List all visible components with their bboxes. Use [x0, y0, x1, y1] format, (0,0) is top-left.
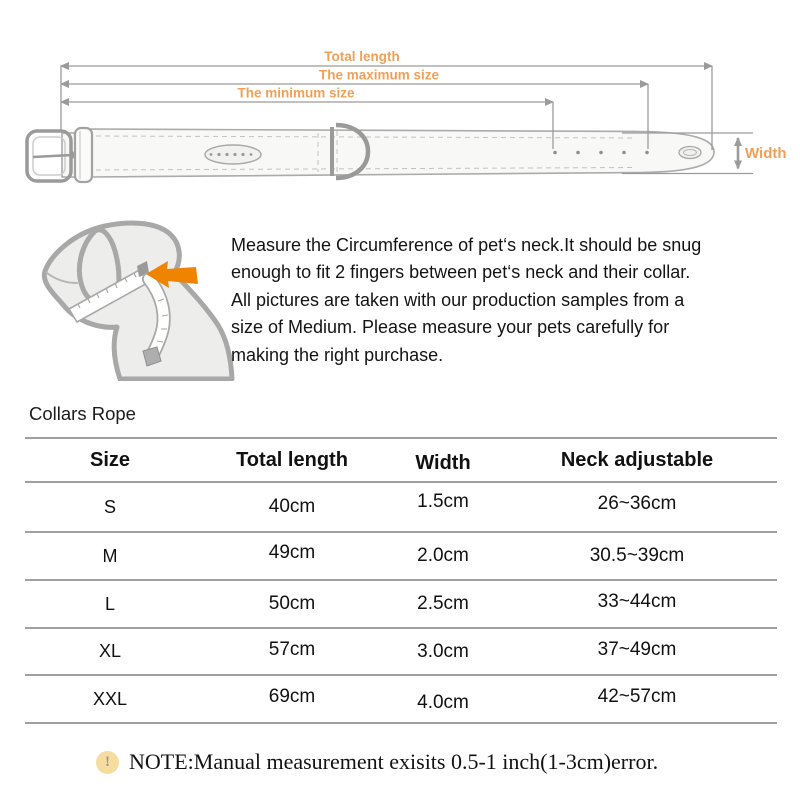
size-table	[25, 437, 777, 724]
width-label: Width	[745, 145, 787, 162]
instruction-line: making the right purchase.	[231, 344, 444, 365]
cell-total-length: 40cm	[268, 496, 316, 517]
cell-width: 2.5cm	[417, 593, 469, 614]
note-text: NOTE:Manual measurement exisits 0.5-1 inch(1-3cm)error.	[129, 749, 659, 774]
table-row	[25, 483, 777, 533]
keeper-loop	[75, 128, 92, 182]
cell-width: 1.5cm	[417, 491, 469, 512]
maximum-size-label: The maximum size	[318, 67, 440, 83]
cell-width: 2.0cm	[417, 545, 469, 566]
dog-head	[44, 223, 232, 379]
collar-measurement-diagram	[0, 0, 800, 212]
instruction-line: All pictures are taken with our production samples from a	[231, 289, 685, 310]
brand-plate	[205, 145, 261, 164]
cell-width: 3.0cm	[417, 640, 469, 662]
dog-illustration	[25, 211, 240, 381]
note	[96, 749, 658, 775]
header-size: Size	[89, 448, 131, 471]
cell-total-length: 57cm	[268, 638, 316, 660]
minimum-size-label: The minimum size	[237, 85, 355, 101]
table-row	[25, 629, 777, 676]
cell-width: 4.0cm	[417, 692, 469, 713]
cell-size: XL	[98, 641, 122, 661]
cell-total-length: 49cm	[268, 542, 316, 563]
instruction-line: Measure the Circumference of pet‘s neck.It should be snug	[231, 235, 702, 255]
cell-neck: 26~36cm	[597, 493, 677, 514]
cell-size: M	[102, 545, 118, 566]
table-row	[25, 533, 777, 581]
table-title: Collars Rope	[29, 403, 136, 424]
cell-neck: 30.5~39cm	[589, 545, 685, 566]
header-width: Width	[415, 451, 471, 474]
cell-size: S	[103, 496, 116, 517]
cell-size: L	[104, 593, 115, 614]
collar-illustration	[27, 125, 714, 182]
total-length-label: Total length	[324, 49, 400, 64]
table-row	[25, 676, 777, 724]
cell-neck: 42~57cm	[597, 686, 677, 707]
header-total-length: Total length	[236, 448, 348, 471]
cell-neck: 33~44cm	[597, 591, 677, 612]
table-row	[25, 581, 777, 629]
instruction-line: size of Medium. Please measure your pets carefully for	[231, 317, 670, 338]
cell-size: XXL	[92, 688, 128, 709]
cell-total-length: 69cm	[268, 686, 316, 707]
table-header-row	[25, 439, 777, 483]
header-neck-adjustable: Neck adjustable	[560, 448, 714, 471]
instruction-line: enough to fit 2 fingers between pet‘s neck and their collar.	[231, 262, 691, 283]
exclamation-icon: !	[96, 751, 119, 774]
tip-stamp	[679, 147, 701, 159]
cell-total-length: 50cm	[268, 593, 316, 614]
buckle	[27, 131, 80, 181]
measuring-instructions	[231, 232, 763, 369]
cell-neck: 37~49cm	[597, 638, 677, 660]
